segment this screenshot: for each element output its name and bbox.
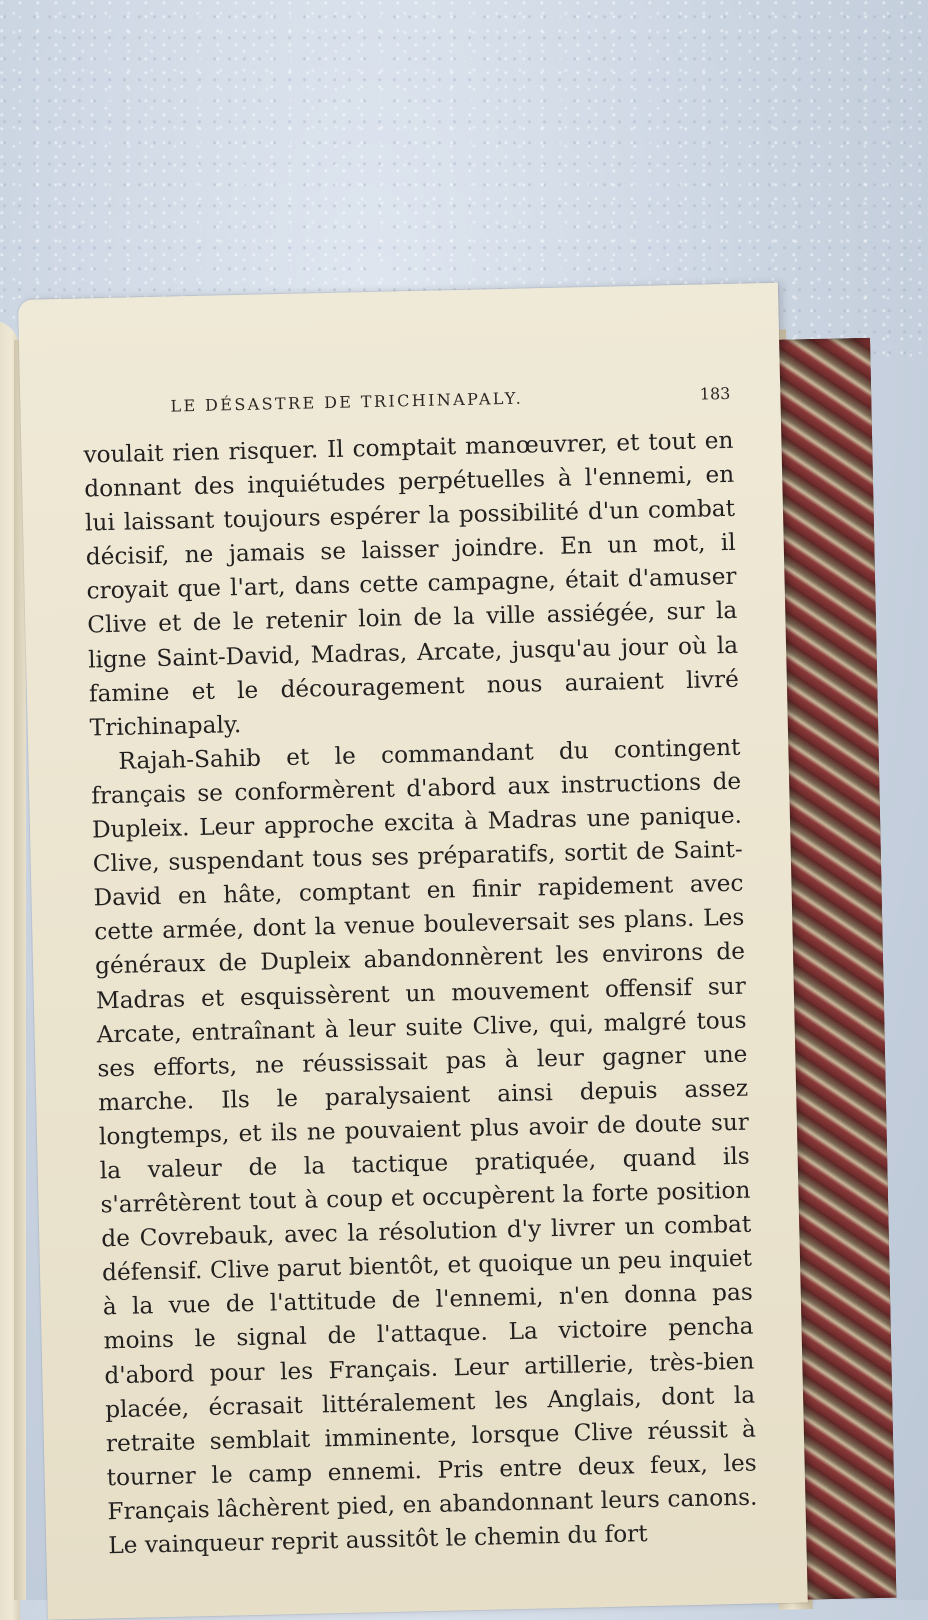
page-number: 183 xyxy=(699,383,731,404)
body-text xyxy=(83,424,758,1564)
paragraph: voulait rien risquer. Il comptait manœuvrer, et tout en donnant des inquiétudes perpétuelles à l'ennemi, en lui laissant toujours espérer la possibilité d'un combat décisif, ne jamais se laisser joindre. En un mot, il croyait que l'art, dans cette campagne, était d'amuser Clive et de le retenir loin de la ville assiégée, sur la ligne Saint-David, Madras, Arcate, jusqu'au jour où la famine et le découragement nous auraient livré Trichinapaly. xyxy=(83,426,740,742)
running-title: LE DÉSASTRE DE TRICHINAPALY. xyxy=(170,388,524,416)
paragraph: Rajah-Sahib et le commandant du contingent français se conformèrent d'abord aux instructions de Dupleix. Leur approche excita à Madras une panique. Clive, suspendant tous ses préparatifs, sortit de Saint-David en hâte, comptant en finir rapidement avec cette armée, dont la venue bouleversait ses plans. Les généraux de Dupleix abandonnèrent les environs de Madras et esquissèrent un mouvement offensif sur Arcate, entraînant à leur suite Clive, qui, malgré tous ses efforts, ne réussissait pas à leur gagner une marche. Ils le paralysaient ainsi depuis assez longtemps, et ils ne pouvaient plus avoir de doute sur la valeur de la tactique pratiquée, quand ils s'arrêtèrent tout à coup et occupèrent la forte position de Covrebauk, avec la résolution d'y livrer un combat défensif. Clive parut bientôt, et quoique un peu inquiet à la vue de l'attitude de l'ennemi, n'en donna pas moins le signal de l'attaque. La victoire pencha d'abord pour les Français. Leur artillerie, très-bien placée, écrasait littéralement les Anglais, dont la retraite semblait imminente, lorsque Clive réussit à tourner le camp ennemi. Pris entre deux feux, les Français lâchèrent pied, en abandonnant leurs canons. Le vainqueur reprit aussitôt le chemin du fort xyxy=(90,733,758,1560)
running-head xyxy=(170,384,730,423)
book-page xyxy=(18,283,808,1620)
